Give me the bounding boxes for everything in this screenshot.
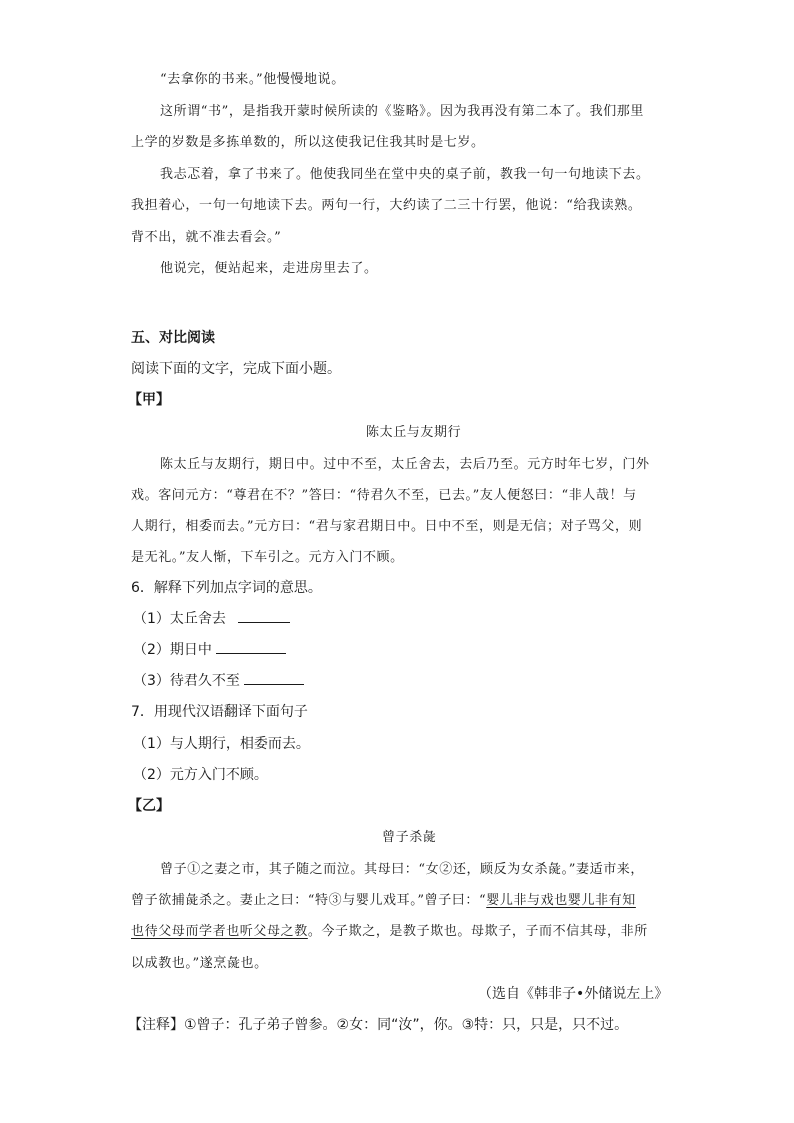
passage-yi-title: 曾子杀彘 [382, 830, 437, 845]
passage-jia-line-1: 陈太丘与友期行，期日中。过中不至，太丘舍去，去后乃至。元方时年七岁，门外 [160, 457, 650, 472]
question-6-item-2-text: （2）期日中 [133, 642, 212, 658]
passage-yi-line-2-text: 曾子欲捕彘杀之。妻止之曰：“特③与婴儿戏耳。”曾子曰：“ [131, 893, 487, 908]
passage-jia-label: 【甲】 [128, 392, 170, 408]
passage-jia-line-4: 是无礼。”友人惭，下车引之。元方入门不顾。 [131, 550, 404, 565]
question-7-item-1: （1）与人期行，相委而去。 [133, 736, 310, 752]
passage-yi-source: （选自《韩非子•外储说左上》 [478, 986, 669, 1002]
question-6-item-1-text: （1）太丘舍去 [133, 611, 226, 627]
question-6-item-1 [133, 608, 290, 628]
question-7-item-2: （2）元方入门不顾。 [133, 767, 268, 783]
section-heading: 五、对比阅读 [131, 330, 215, 346]
question-6-title: 6．解释下列加点字词的意思。 [131, 580, 322, 596]
question-6-item-3-text: （3）待君久不至 [133, 673, 240, 689]
story-paragraph-3-line-3: 背不出，就不准去看会。” [131, 230, 282, 245]
question-6-item-3 [133, 670, 304, 690]
story-paragraph-3-line-1: 我忐忑着，拿了书来了。他使我同坐在堂中央的桌子前，教我一句一句地读下去。 [160, 167, 650, 182]
story-paragraph-3-line-2: 我担着心，一句一句地读下去。两句一行，大约读了二三十行罢，他说：“给我读熟。 [131, 198, 642, 213]
passage-yi-line-2 [131, 889, 636, 908]
passage-jia-title: 陈太丘与友期行 [366, 425, 462, 440]
story-paragraph-2-line-2: 上学的岁数是多拣单数的，所以这使我记住我其时是七岁。 [131, 135, 485, 150]
passage-yi-line-4: 以成教也。”遂烹彘也。 [131, 956, 268, 971]
passage-yi-line-3-text: 。今子欺之，是教子欺也。母欺子，子而不信其母，非所 [307, 924, 648, 939]
passage-jia-line-2: 戏。客问元方：“尊君在不？”答曰：“待君久不至，已去。”友人便怒曰：“非人哉！与 [131, 488, 637, 503]
question-7-title: 7．用现代汉语翻译下面句子 [131, 704, 308, 720]
passage-yi-line-3 [131, 920, 648, 939]
answer-blank-6-2[interactable] [216, 640, 286, 654]
passage-yi-notes: 【注释】①曾子：孔子弟子曾参。②女：同“汝”，你。③特：只，只是，只不过。 [128, 1017, 629, 1033]
section-instruction: 阅读下面的文字，完成下面小题。 [131, 361, 341, 377]
passage-yi-label: 【乙】 [128, 798, 170, 814]
question-6-item-2 [133, 639, 286, 659]
answer-blank-6-3[interactable] [244, 671, 304, 685]
passage-yi-line-1: 曾子①之妻之市，其子随之而泣。其母曰：“女②还，顾反为女杀彘。”妻适市来， [160, 862, 644, 877]
story-paragraph-2-line-1: 这所谓“书”，是指我开蒙时候所读的《鉴略》。因为我再没有第二本了。我们那里 [160, 104, 644, 119]
answer-blank-6-1[interactable] [238, 609, 290, 623]
underlined-sentence-part-2: 也待父母而学者也听父母之教 [131, 924, 308, 939]
story-paragraph-1: “去拿你的书来。”他慢慢地说。 [160, 72, 345, 87]
story-paragraph-4: 他说完，便站起来，走进房里去了。 [160, 261, 378, 276]
passage-jia-line-3: 人期行，相委而去。”元方曰：“君与家君期日中。日中不至，则是无信；对子骂父，则 [131, 519, 643, 534]
underlined-sentence-part-1: 婴儿非与戏也婴儿非有知 [486, 893, 636, 908]
